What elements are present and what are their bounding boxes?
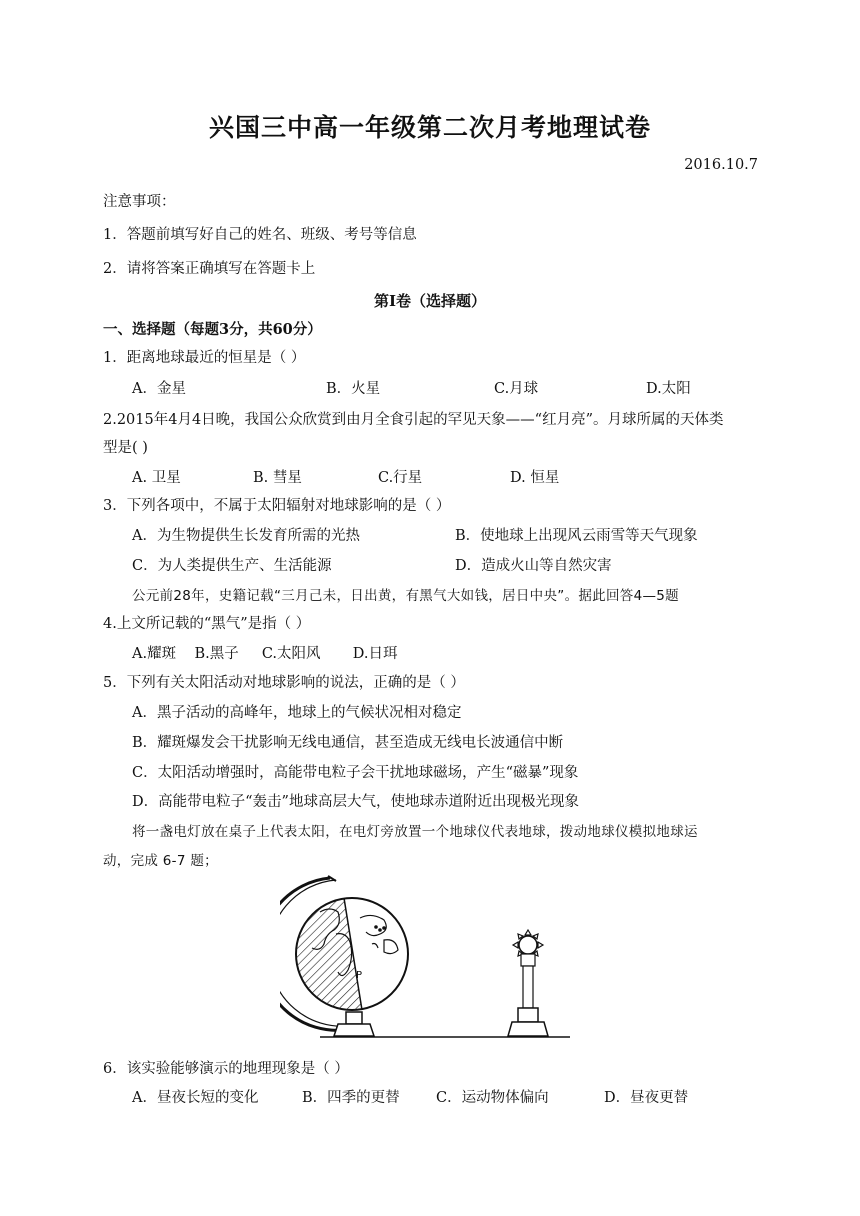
question-6-option-c: C．运动物体偏向 <box>436 1090 549 1106</box>
lamp <box>508 930 548 1036</box>
question-1-option-b: B．火星 <box>326 381 381 397</box>
section-title: 第Ⅰ卷（选择题） <box>373 292 487 310</box>
question-3-option-d: D．造成火山等自然灾害 <box>455 558 612 574</box>
question-2-option-d: D. 恒星 <box>510 470 560 486</box>
question-5-option-b: B．耀斑爆发会干扰影响无线电通信，甚至造成无线电长波通信中断 <box>132 735 564 751</box>
question-5-stem: 5．下列有关太阳活动对地球影响的说法，正确的是（ ） <box>103 675 465 691</box>
exam-title: 兴国三中高一年级第二次月考地理试卷 <box>208 113 651 142</box>
question-3-option-a: A．为生物提供生长发育所需的光热 <box>132 528 360 544</box>
question-5-option-a: A．黑子活动的高峰年，地球上的气候状况相对稳定 <box>132 705 462 721</box>
question-5-option-d: D．高能带电粒子“轰击”地球高层大气，使地球赤道附近出现极光现象 <box>132 794 579 810</box>
globe-lamp-figure <box>280 872 580 1044</box>
passage-6-7-cont: 动，完成 6-7 题； <box>103 853 218 869</box>
part-heading: 一、选择题（每题3分，共60分） <box>103 321 322 338</box>
question-3-stem: 3．下列各项中，不属于太阳辐射对地球影响的是（ ） <box>103 498 451 514</box>
question-2-option-a: A. 卫星 <box>132 470 181 486</box>
question-1-option-d: D.太阳 <box>646 381 691 397</box>
question-5-option-c: C．太阳活动增强时，高能带电粒子会干扰地球磁场，产生“磁暴”现象 <box>132 765 579 781</box>
question-3-option-c: C．为人类提供生产、生活能源 <box>132 558 332 574</box>
question-2-stem: 2.2015年4月4日晚，我国公众欣赏到由月全食引起的罕见天象——“红月亮”。月球所属的天体类 <box>103 412 724 428</box>
point-p-label: P <box>356 970 363 981</box>
notice-heading: 注意事项： <box>103 194 176 210</box>
exam-date: 2016.10.7 <box>684 157 758 173</box>
passage-4-5: 公元前28年，史籍记载“三月己未，日出黄，有黑气大如钱，居日中央”。据此回答4—5题 <box>132 588 679 604</box>
question-6-option-a: A．昼夜长短的变化 <box>132 1090 259 1106</box>
question-6-option-b: B．四季的更替 <box>302 1090 400 1106</box>
question-6-stem: 6．该实验能够演示的地理现象是（ ） <box>103 1061 349 1077</box>
question-1-option-a: A．金星 <box>132 381 186 397</box>
question-4-stem: 4.上文所记载的“黑气”是指（ ） <box>103 616 311 632</box>
question-4-options: A.耀斑 B.黑子 C.太阳风 D.日珥 <box>132 646 398 662</box>
question-1-option-c: C.月球 <box>494 381 539 397</box>
question-2-option-c: C.行星 <box>378 470 423 486</box>
question-1-stem: 1．距离地球最近的恒星是（ ） <box>103 350 306 366</box>
globe <box>280 876 408 1036</box>
notice-item-2: 2．请将答案正确填写在答题卡上 <box>103 261 316 277</box>
notice-item-1: 1．答题前填写好自己的姓名、班级、考号等信息 <box>103 227 417 243</box>
question-6-option-d: D．昼夜更替 <box>604 1090 689 1106</box>
question-3-option-b: B．使地球上出现风云雨雪等天气现象 <box>455 528 698 544</box>
question-2-stem-cont: 型是( ) <box>103 440 148 456</box>
question-2-option-b: B. 彗星 <box>253 470 302 486</box>
passage-6-7: 将一盏电灯放在桌子上代表太阳，在电灯旁放置一个地球仪代表地球，拨动地球仪模拟地球运 <box>132 824 698 840</box>
